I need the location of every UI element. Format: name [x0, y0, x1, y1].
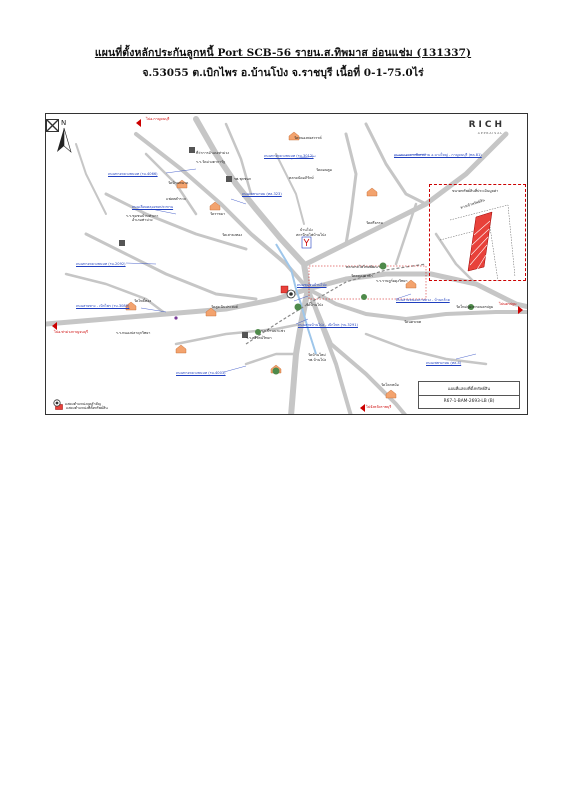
place-label: วัดโคกหม้อ: [381, 383, 399, 387]
road-label: ถนนสายทาง - เบิกไพร (รบ.3089): [76, 304, 130, 308]
road-label: ถนนชุมชนบ้านโป่ง: [297, 283, 327, 287]
place-label: ร.ร.ราษฎร์ผดุงวิทยา: [376, 279, 408, 283]
place-label: สถานีรถไฟบ้านโป่ง: [296, 233, 327, 237]
place-label: วัดบ้านหนาด: [168, 181, 189, 185]
direction-label: ไปอ.กาญจนบุรี: [146, 117, 170, 121]
landmark-legend-icon: [53, 399, 61, 407]
place-label: วัดเสาธงทอง: [222, 233, 243, 237]
road-label: ถนนเพชรเกษม (ทล.4): [426, 361, 462, 365]
direction-label: ไปนครปฐม: [499, 302, 517, 306]
place-label: วัดคลองตาคำ: [351, 274, 373, 278]
brand-sub: APPRAISAL: [477, 131, 503, 135]
place-label: ร.ร.วัดม่วงตาการัฐ: [196, 160, 226, 164]
map-subtitle: จ.53055 ต.เบิกไพร อ.บ้านโป่ง จ.ราชบุรี เนื้อที่ 0-1-75.0ไร่: [142, 67, 424, 79]
place-label: รพ.พุกชนก: [234, 177, 252, 181]
place-label: ตลาดนัดอภิรักษ์: [289, 176, 314, 180]
road-label: ถนนทางหลวงชนบท (รบ.3012): [264, 154, 314, 158]
place-label: วัดนครเขต: [404, 320, 422, 324]
road-label: ถนนทางหลวงพิเศษสาย อ.บางใหญ่ - กาญจนบุรี (ทล.81): [394, 153, 482, 157]
brand-name: RICH: [468, 120, 505, 130]
north-label: N: [61, 119, 67, 127]
road-label: ถนนทางหลวงชนบท (รบ.2092): [76, 262, 126, 266]
subject-inset-box: [429, 184, 526, 281]
place-label: วัดราชมา: [210, 212, 226, 216]
place-label: ตลาดรถไฟไทยพัฒนา: [346, 265, 380, 269]
place-label: วัดบ้านโป่ง: [306, 303, 324, 307]
road-label: ถนนเลียบคลองชลประทาน: [132, 205, 174, 209]
map-frame: [45, 113, 528, 415]
brand-logo-icon: [46, 119, 59, 132]
place-label: วัดบ้านใหม่: [308, 353, 326, 357]
place-label: ร.ร.บ้านนาแซ่ว: [261, 329, 286, 333]
place-label: รพ.บ้านโป่ง: [308, 358, 327, 362]
place-label: วัดโพธิ์ทอง: [134, 299, 152, 303]
place-label: ร.ร.ศรีรัตน์วิทยา: [246, 336, 272, 340]
place-label: วัดศรีธรรม: [366, 221, 383, 225]
road-label: ถนนทางหลวงชนบท (รบ.4003): [176, 371, 226, 375]
road-label: ถนนสายบ้านโป่ง - เบิกไพร (รบ.3291): [298, 323, 358, 327]
place-label: วัดหนองพงสวรรค์: [294, 136, 322, 140]
legend-label: แสดงตำแหน่งที่ตั้งทรัพย์สิน: [66, 406, 108, 410]
map-title: แผนที่ตั้งหลักประกันลูกหนี้ Port SCB-56 รายน.ส.ทิพมาส อ่อนแช่ม (131337): [94, 47, 472, 59]
place-label: ร.ร.หนองปลาดุกวิทยา: [116, 331, 151, 335]
direction-label: ไปจังหวัดราชบุรี: [366, 405, 392, 409]
direction-label: ไปอ.ท่าม่วงกาญจนบุรี: [54, 330, 88, 334]
map-id-code: R67-1-BAM-2693-LB (B): [443, 399, 495, 404]
inset-road-label: ทางเข้าทรัพย์สิน: [460, 198, 486, 210]
place-label: แฟลตตำรวจ: [166, 197, 186, 201]
place-label: ที่ว่าการอำเภอท่าม่วง: [196, 151, 229, 155]
place-label: วัดสูงเนินประสงค์: [211, 305, 238, 309]
legend-label: แสดงตำแหน่งจุดสำคัญ: [65, 402, 101, 406]
place-label: บ้านโป่ง: [300, 228, 313, 232]
place-label: วัดดอนตูม: [316, 168, 333, 172]
road-label: ถนนทางหลวงชนบท (รบ.4066): [108, 172, 158, 176]
map-id-box: [418, 381, 520, 409]
road-label: ถนนสายหนองตาหลวง - บ้านกล้วย: [396, 298, 450, 302]
subject-parcel: [430, 185, 527, 282]
place-label: ร.ร.ชุมชนบ้านท่าเกา: [126, 214, 159, 218]
map-id-title: แผนที่แสดงที่ตั้งทรัพย์สิน: [419, 382, 519, 396]
place-label: อำเภอท่าม่วง: [132, 218, 153, 222]
landmark-legend-icon: [55, 414, 63, 415]
place-label: วัดใหม่ปู่ผะทาดนครปฐม: [456, 305, 494, 309]
inset-title: ขนาดทรัพย์สินที่ประเมินมูลค่า: [452, 189, 499, 193]
road-label: ถนนเพชรเกษม (ทล.323): [242, 192, 282, 196]
